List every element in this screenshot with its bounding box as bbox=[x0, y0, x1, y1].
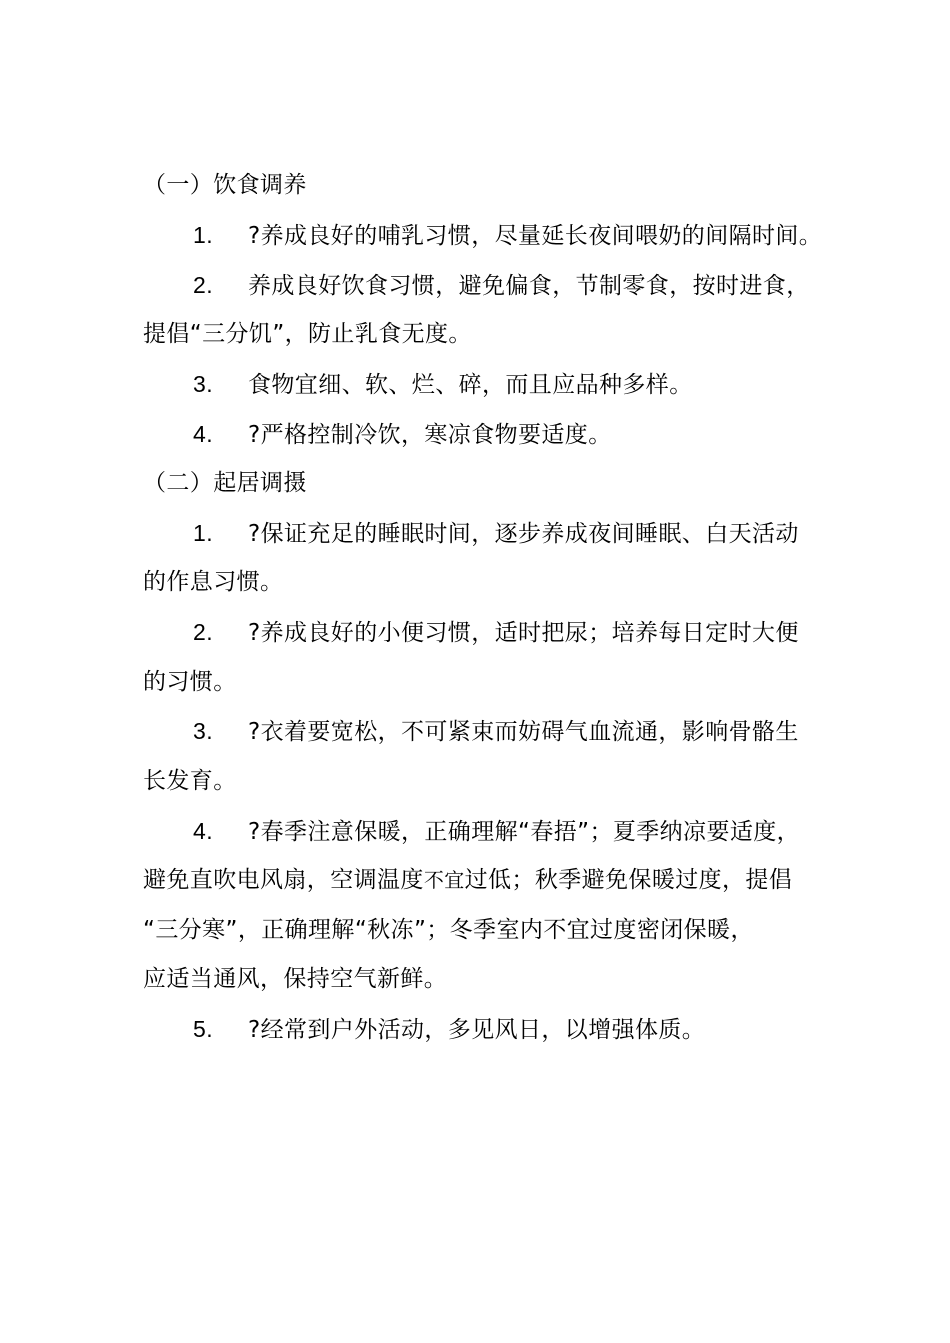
list-item-life-5 bbox=[143, 1014, 705, 1045]
list-number: 5. bbox=[193, 1016, 213, 1042]
list-number: 2. bbox=[193, 619, 213, 645]
list-text: ?保证充足的睡眠时间，逐步养成夜间睡眠、白天活动 bbox=[248, 521, 799, 547]
list-text: ?衣着要宽松，不可紧束而妨碍气血流通，影响骨骼生 bbox=[248, 719, 799, 745]
list-item-life-4 bbox=[143, 816, 800, 847]
list-item-life-2-cont: 的习惯。 bbox=[143, 669, 237, 695]
list-text: ?养成良好的哺乳习惯，尽量延长夜间喂奶的间隔时间。 bbox=[248, 223, 823, 249]
list-number: 2. bbox=[193, 272, 213, 298]
list-number: 1. bbox=[193, 222, 213, 248]
list-text: ?春季注意保暖，正确理解“春捂”；夏季纳凉要适度， bbox=[248, 819, 801, 845]
list-text: ?养成良好的小便习惯，适时把尿；培养每日定时大便 bbox=[248, 620, 799, 646]
list-item-life-1 bbox=[143, 518, 799, 549]
section-heading-diet: （一）饮食调养 bbox=[143, 172, 307, 198]
list-item-life-4-cont-1 bbox=[143, 865, 792, 895]
list-item-diet-2-cont: 提倡“三分饥”，防止乳食无度。 bbox=[143, 321, 472, 347]
list-number: 3. bbox=[193, 718, 213, 744]
list-text: 避免直吹电风扇，空调温度 bbox=[143, 867, 424, 893]
list-item-diet-1 bbox=[143, 220, 822, 251]
list-text: ?严格控制冷饮，寒凉食物要适度。 bbox=[248, 422, 612, 448]
list-text: ?经常到户外活动，多见风日，以增强体质。 bbox=[248, 1017, 706, 1043]
section-heading-daily-life: （二）起居调摄 bbox=[143, 470, 307, 496]
list-text-small: 不宜 bbox=[423, 868, 465, 892]
list-text: 过低；秋季避免保暖过度，提倡 bbox=[464, 867, 793, 893]
list-number: 3. bbox=[193, 371, 213, 397]
list-number: 4. bbox=[193, 421, 213, 447]
list-item-diet-3 bbox=[143, 369, 693, 400]
list-item-diet-2 bbox=[143, 270, 810, 301]
list-item-life-1-cont: 的作息习惯。 bbox=[143, 569, 284, 595]
list-item-life-4-cont-2: “三分寒”，正确理解“秋冻”；冬季室内不宜过度密闭保暖， bbox=[143, 917, 754, 943]
list-item-life-2 bbox=[143, 617, 799, 648]
list-text: 食物宜细、软、烂、碎，而且应品种多样。 bbox=[248, 372, 693, 398]
list-item-life-4-cont-3: 应适当通风，保持空气新鲜。 bbox=[143, 966, 448, 992]
list-item-diet-4 bbox=[143, 419, 612, 450]
list-item-life-3-cont: 长发育。 bbox=[143, 768, 237, 794]
list-text: 养成良好饮食习惯，避免偏食，节制零食，按时进食， bbox=[248, 273, 810, 299]
list-item-life-3 bbox=[143, 716, 799, 747]
list-number: 1. bbox=[193, 520, 213, 546]
list-number: 4. bbox=[193, 818, 213, 844]
